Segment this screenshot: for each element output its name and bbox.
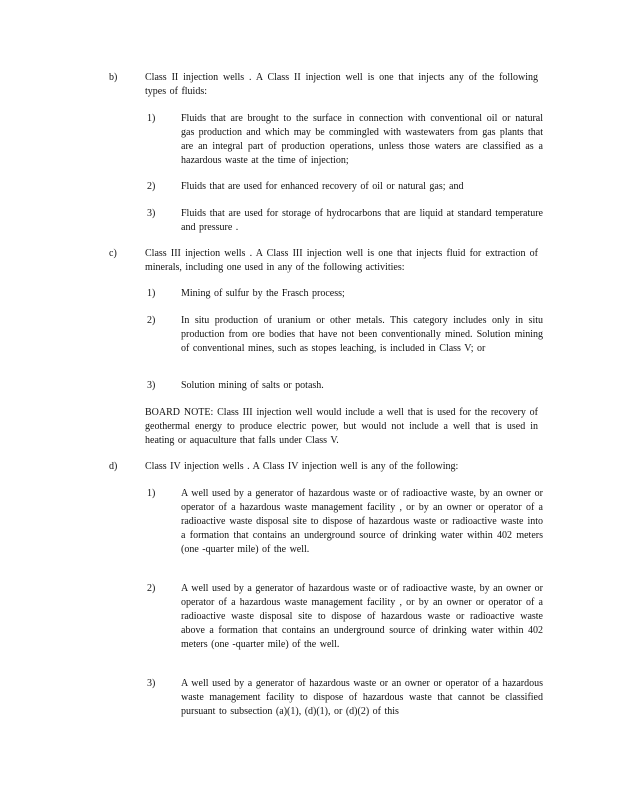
section-d-item-3-number: 3) [147, 678, 156, 689]
section-b-label: b) [109, 72, 118, 83]
section-d-item-2-number: 2) [147, 583, 156, 594]
section-c-item-3-text: Solution mining of salts or potash. [181, 380, 324, 391]
section-b-item-1-text: Fluids that are brought to the surface in connection with conventional oil or natural gas production and which may be commingled with wastewaters from gas plants that are an integral part of production operations, unless those waters are classified as a hazardous waste at the time of injection; [181, 113, 543, 166]
section-c-item-2-text: In situ production of uranium or other metals. This category includes only in situ production from ore bodies that have not been conventionally mined. Solution mining of conventional mines, such as stopes leaching, is included in Class V; or [181, 315, 543, 354]
section-b-intro: Class II injection wells . A Class II injection well is one that injects any of the following types of fluids: [145, 72, 538, 97]
section-d-item-1-number: 1) [147, 488, 156, 499]
section-c-intro: Class III injection wells . A Class III injection well is one that injects fluid for extraction of minerals, including one used in any of the following activities: [145, 248, 538, 273]
section-d-item-3-text: A well used by a generator of hazardous waste or an owner or operator of a hazardous waste management facility to dispose of hazardous waste that cannot be classified pursuant to subsection (a)(1), (d)(1), or (d)(2) of this [181, 678, 543, 717]
section-c-item-3-number: 3) [147, 380, 156, 391]
board-note: BOARD NOTE: Class III injection well would include a well that is used for the recovery of geothermal energy to produce electric power, but would not include a well that is used in heating or aquaculture that falls under Class V. [145, 407, 538, 446]
section-c-label: c) [109, 248, 117, 259]
section-d-intro: Class IV injection wells . A Class IV injection well is any of the following: [145, 461, 459, 472]
section-b-item-1-number: 1) [147, 113, 156, 124]
section-c-item-1-number: 1) [147, 288, 156, 299]
section-b-item-3-number: 3) [147, 208, 156, 219]
section-d-label: d) [109, 461, 118, 472]
section-b-item-2-number: 2) [147, 181, 156, 192]
section-c-item-2-number: 2) [147, 315, 156, 326]
section-d-item-2-text: A well used by a generator of hazardous waste or of radioactive waste, by an owner or operator of a hazardous waste management facility , or by an owner or operator of a radioactive waste disposal site to dispose of hazardous waste or radioactive waste above a formation that contains an underground source of drinking water within 402 meters (one -quarter mile) of the well. [181, 583, 543, 650]
section-c-item-1-text: Mining of sulfur by the Frasch process; [181, 288, 345, 299]
section-d-item-1-text: A well used by a generator of hazardous waste or of radioactive waste, by an owner or operator of a hazardous waste management facility , or by an owner or operator of a radioactive waste disposal site to dispose of hazardous waste or radioactive waste into a formation that contains an underground source of drinking water within 402 meters (one -quarter mile) of the well. [181, 488, 543, 555]
section-b-item-3-text: Fluids that are used for storage of hydrocarbons that are liquid at standard temperature and pressure . [181, 208, 543, 233]
section-b-item-2-text: Fluids that are used for enhanced recovery of oil or natural gas; and [181, 181, 464, 192]
